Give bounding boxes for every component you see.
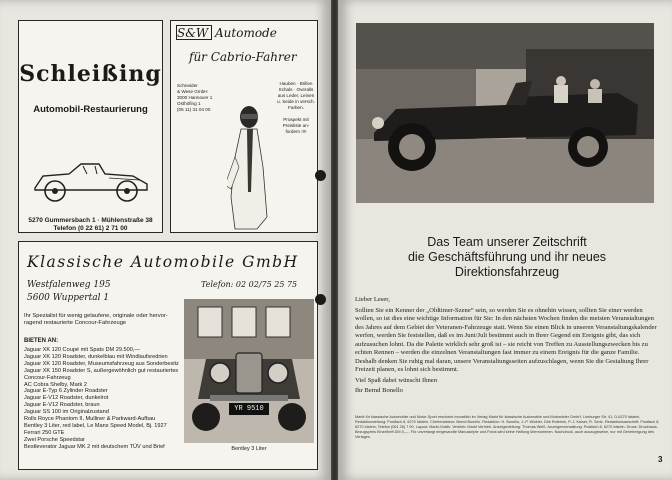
sw-brochure-line: Prospekt mit [283,117,309,122]
sw-product-line: Farben. [288,105,304,110]
sw-logo: S&W [177,26,209,40]
article-headline [362,235,652,280]
headline-line: die Geschäftsführung und ihr neues [407,250,607,264]
spine-gutter [331,0,338,480]
klassische-specialty: Ihr Spezialist für wenig gelaufene, originale oder hervor-ragend restaurierte Concour-Fahrzeuge [24,313,168,326]
offer-item: Jaguar XK 150 Roadster S, außergewöhnlich gut restauriertes [24,367,179,374]
offer-item: Bentley 3 Liter, red label, Le Mans Speed Model, Bj. 1927 [24,422,167,429]
offer-item: Jaguar SS 100 im Originalzustand [24,409,109,416]
offer-item: AC Cobra Shelby, Mark 2 [24,381,88,388]
page-number: 3 [658,455,663,464]
bentley-photo [184,299,314,443]
offer-item: Jaguar XK 120 Roadster, dunkelblau mit Windlaufsredrien [24,353,168,360]
right-page [338,0,672,480]
sw-company-line: & Wese GmbH [177,89,208,94]
klassische-street: Westfalenweg 195 [27,280,111,290]
klassische-offer-heading: BIETEN AN: [24,338,59,344]
license-plate: YR 9510 [234,405,264,413]
offer-item: Rolls Royce Phantom II, Mulliner & Parkward-Aufbau [24,416,156,423]
sw-company-line: Osthöfing 1 [177,101,201,106]
letter-signature: Ihr Bernd Bonello [355,387,403,394]
offer-item: Ferrari 250 GTE [24,429,65,436]
sw-model-photo [227,97,273,231]
bentley-caption: Bentley 3 Liter [231,446,267,452]
offer-item: Jaguar E-V12 Roadster, dunkelrot [24,395,109,402]
sw-company-block [177,83,225,113]
schleissing-subtitle: Automobil-Restaurierung [33,104,148,115]
team-car-photo [356,23,654,203]
sw-brand: Automode [215,26,277,40]
sw-product-list [275,81,317,135]
letter-salutation: Lieber Leser, [355,296,390,303]
headline-line: Direktionsfahrzeug [454,265,560,279]
klassische-city: 5600 Wuppertal 1 [27,293,110,303]
left-page [0,0,331,480]
sw-company-line: (05 11) 31 04 00 [177,107,211,112]
editor-letter [355,296,659,398]
sw-product-line: Schals · Overalls [278,87,314,92]
vintage-car-illustration-icon [29,154,154,204]
letter-closing: Viel Spaß dabei wünscht Ihnen [355,376,438,384]
klassische-automobile-ad [18,241,318,470]
headline-line: Das Team unserer Zeitschrift [427,235,587,249]
schleissing-ad [18,20,163,233]
sw-product-line: Hauben · Brillen [279,81,313,86]
imprint-fine-print: Markt für klassische Automobile und Motor-Sport erscheint monatlich im Verlag Markt für klassische Automobile und Motorräder GmbH, Limburger Str. 41, D-6270 Idstein. Redaktionsleitung: Postfach 8, 6270 Idstein. Chefredakteur: Bernd Bonello. Redaktion: H. Bonello, J.-P. Winkler, Dirk Roterink, P.-J. Kaiser, R. Sertz. Redaktionsanschrift: Postfach 8, 6270 Idstein, Telefon (061 26) 7 90. Layout: Markt-Grafik. Vertrieb: Markt Vertrieb. Anzeigenleitung: Thomas Weiß. Anzeigenverwaltung: Postfach 8, 6270 Idstein. Druck: Druckhaus. Bezugspreis Einzelheft DM 5,—. Für unverlangt eingesandte Manuskripte und Fotos wird keine Haftung übernommen. Nachdruck, auch auszugsweise, nur mit Genehmigung des Verlages. [355,415,660,439]
offer-item: Concour-Fahrzeug [24,374,71,381]
offer-item: Zwei Porsche Speedstar [24,436,85,443]
sw-brochure-line: fordern !!!! [285,129,307,134]
offer-item: Jaguar XK 120 Coupé mit Spats DM 29.500,— [24,347,140,353]
sw-brochure-line: Preisliste an- [282,123,310,128]
sw-company-line: 3000 Hannover 1 [177,95,213,100]
letter-body: Sollten Sie ein Kenner der „Oldtimer-Szene“ sein, so werden Sie es ohnehin wissen, sollten Sie einer werden wollen, so ist dies eine wichtige Information für Sie: In den nächsten Wochen finden die meisten Veranstaltungen des Jahres auf dem Gebiet der Veteranen-Fahrzeuge statt. Wenn Sie einen Blick in unseren Veranstaltungskalender werfen, werden Sie feststellen, daß es im Juni/Juli bestimmt auch in Ihrer Gegend ein Ereignis gibt, das sich aufzusuchen lohnt. Da die Palette wirklich sehr groß ist – sie reicht von Treffen zu Ausstellungszwecken bis zu echten Rennen – werden die einzelnen Veranstaltungen fast immer zu einem Ereignis für die ganze Familie. Deshalb denken Sie ruhig mal daran, unsere Veranstaltungsseiten aufzuschlagen, wenn Sie die Gestaltung Ihrer Freizeit planen, es lohnt sich bestimmt. [355,306,657,373]
schleissing-name: Schleißing [19,61,162,87]
offer-item: Bestleverator Jaguar MK 2 mit deutschem TÜV und Brief [24,443,165,450]
offer-item: Jaguar E-V12 Roadster, braun [24,402,100,409]
binding-hole [315,294,326,305]
sw-product-line: aus Leder, Leinen [277,93,315,98]
sw-company-line: Schneider [177,83,198,88]
offer-item: Jaguar XK 120 Roadster, Museumsfahrzeug aus Sonderbesitz [24,360,179,367]
klassische-offer-list [24,347,204,451]
schleissing-phone: Telefon (0 22 61) 2 71 00 [53,225,128,232]
sw-tagline: für Cabrio-Fahrer [189,50,297,64]
sw-automode-ad [170,20,318,233]
offer-item: Jaguar E-Typ 6 Zylinder Roadster [24,388,108,395]
sw-product-line: u. Seide in versch. [277,99,315,104]
klassische-phone: Telefon: 02 02/75 25 75 [201,280,298,289]
binding-hole [315,170,326,181]
schleissing-contact [19,217,162,233]
klassische-title: Klassische Automobile GmbH [27,253,299,271]
schleissing-address: 5270 Gummersbach 1 · Mühlenstraße 38 [28,217,153,224]
